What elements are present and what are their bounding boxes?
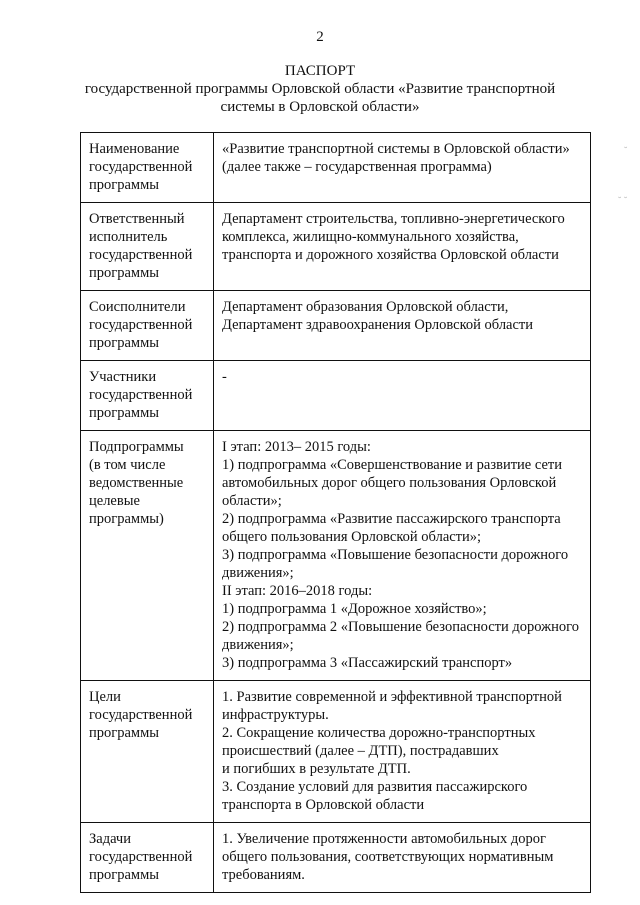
row-value-line: 3. Создание условий для развития пассажирского <box>222 779 528 795</box>
document-header <box>0 62 640 116</box>
row-value-line: I этап: 2013– 2015 годы: <box>222 439 371 455</box>
row-value-line: 1) подпрограмма «Совершенствование и развитие сети <box>222 457 563 473</box>
row-label-line: государственной <box>89 707 193 723</box>
row-label-line: ведомственные <box>89 475 184 491</box>
row-label-line: целевые <box>89 493 140 509</box>
row-label-line: программы <box>89 177 159 193</box>
row-value-line: движения»; <box>222 637 294 653</box>
row-label-line: Цели <box>89 689 121 705</box>
row-value-line: автомобильных дорог общего пользования Орловской <box>222 475 557 491</box>
row-label-line: Участники <box>89 369 157 385</box>
row-value-line: движения»; <box>222 565 294 581</box>
row-value-cell <box>214 133 591 203</box>
row-label-line: программы <box>89 335 159 351</box>
row-label-cell <box>81 291 214 361</box>
passport-row <box>81 681 591 823</box>
row-value-line: 2. Сокращение количества дорожно-транспортных <box>222 725 536 741</box>
row-value-line: происшествий (далее – ДТП), пострадавших <box>222 743 499 759</box>
row-value-cell <box>214 823 591 893</box>
passport-row <box>81 133 591 203</box>
row-label-line: государственной <box>89 849 193 865</box>
row-label-line: Ответственный <box>89 211 185 227</box>
row-value-line: 1. Развитие современной и эффективной транспортной <box>222 689 562 705</box>
row-value-cell <box>214 203 591 291</box>
row-label-line: Подпрограммы <box>89 439 184 455</box>
row-label-line: Наименование <box>89 141 180 157</box>
row-label-line: программы) <box>89 511 164 527</box>
document-title: ПАСПОРТ <box>284 63 356 79</box>
row-label-line: программы <box>89 265 159 281</box>
passport-row <box>81 823 591 893</box>
row-label-line: государственной <box>89 159 193 175</box>
row-value-line: Департамент строительства, топливно-энергетического <box>222 211 565 227</box>
row-value-line: «Развитие транспортной системы в Орловской области» <box>222 141 570 157</box>
row-value-line: 1. Увеличение протяженности автомобильных дорог <box>222 831 546 847</box>
row-value-line: Департамент здравоохранения Орловской области <box>222 317 534 333</box>
row-value-line: 1) подпрограмма 1 «Дорожное хозяйство»; <box>222 601 487 617</box>
row-label-cell <box>81 133 214 203</box>
row-value-cell <box>214 431 591 681</box>
row-label-line: государственной <box>89 247 193 263</box>
row-value-line: II этап: 2016–2018 годы: <box>222 583 373 599</box>
row-value-line: области»; <box>222 493 282 509</box>
row-label-cell <box>81 681 214 823</box>
document-subtitle-line: государственной программы Орловской области «Развитие транспортной <box>84 81 556 97</box>
page-number: 2 <box>316 29 324 45</box>
passport-table-body <box>81 133 591 893</box>
row-value-line: комплекса, жилищно-коммунального хозяйства, <box>222 229 519 245</box>
row-value-line: (далее также – государственная программа) <box>222 159 492 175</box>
document-subtitle-line: системы в Орловской области» <box>220 99 420 115</box>
row-label-line: государственной <box>89 387 193 403</box>
margin-mark: ˘ ˘ <box>618 196 628 207</box>
row-value-line: 2) подпрограмма «Развитие пассажирского транспорта <box>222 511 561 527</box>
row-label-line: (в том числе <box>89 457 166 473</box>
row-label-line: программы <box>89 725 159 741</box>
row-value-line: транспорта в Орловской области <box>222 797 425 813</box>
row-value-line: 3) подпрограмма 3 «Пассажирский транспорт» <box>222 655 513 671</box>
row-label-line: программы <box>89 867 159 883</box>
passport-row <box>81 431 591 681</box>
row-label-cell <box>81 203 214 291</box>
row-value-line: общего пользования, соответствующих нормативным <box>222 849 554 865</box>
row-value-line: требованиям. <box>222 867 305 883</box>
row-label-line: исполнитель <box>89 229 168 245</box>
row-value-cell <box>214 361 591 431</box>
row-value-line: общего пользования Орловской области»; <box>222 529 482 545</box>
row-label-line: Соисполнители <box>89 299 186 315</box>
row-value-line: инфраструктуры. <box>222 707 329 723</box>
row-value-line: 3) подпрограмма «Повышение безопасности дорожного <box>222 547 569 563</box>
row-value-cell <box>214 681 591 823</box>
row-value-line: транспорта и дорожного хозяйства Орловской области <box>222 247 559 263</box>
passport-table <box>80 132 591 893</box>
row-value-cell <box>214 291 591 361</box>
row-value-line: и погибших в результате ДТП. <box>222 761 411 777</box>
row-value-line: 2) подпрограмма 2 «Повышение безопасности дорожного <box>222 619 579 635</box>
passport-row <box>81 291 591 361</box>
row-label-line: программы <box>89 405 159 421</box>
row-label-cell <box>81 823 214 893</box>
row-label-line: государственной <box>89 317 193 333</box>
passport-row <box>81 361 591 431</box>
margin-mark: ˘ <box>624 146 628 157</box>
row-label-line: Задачи <box>89 831 131 847</box>
passport-row <box>81 203 591 291</box>
row-label-cell <box>81 361 214 431</box>
row-value-line: - <box>222 369 227 385</box>
row-value-line: Департамент образования Орловской области, <box>222 299 509 315</box>
row-label-cell <box>81 431 214 681</box>
